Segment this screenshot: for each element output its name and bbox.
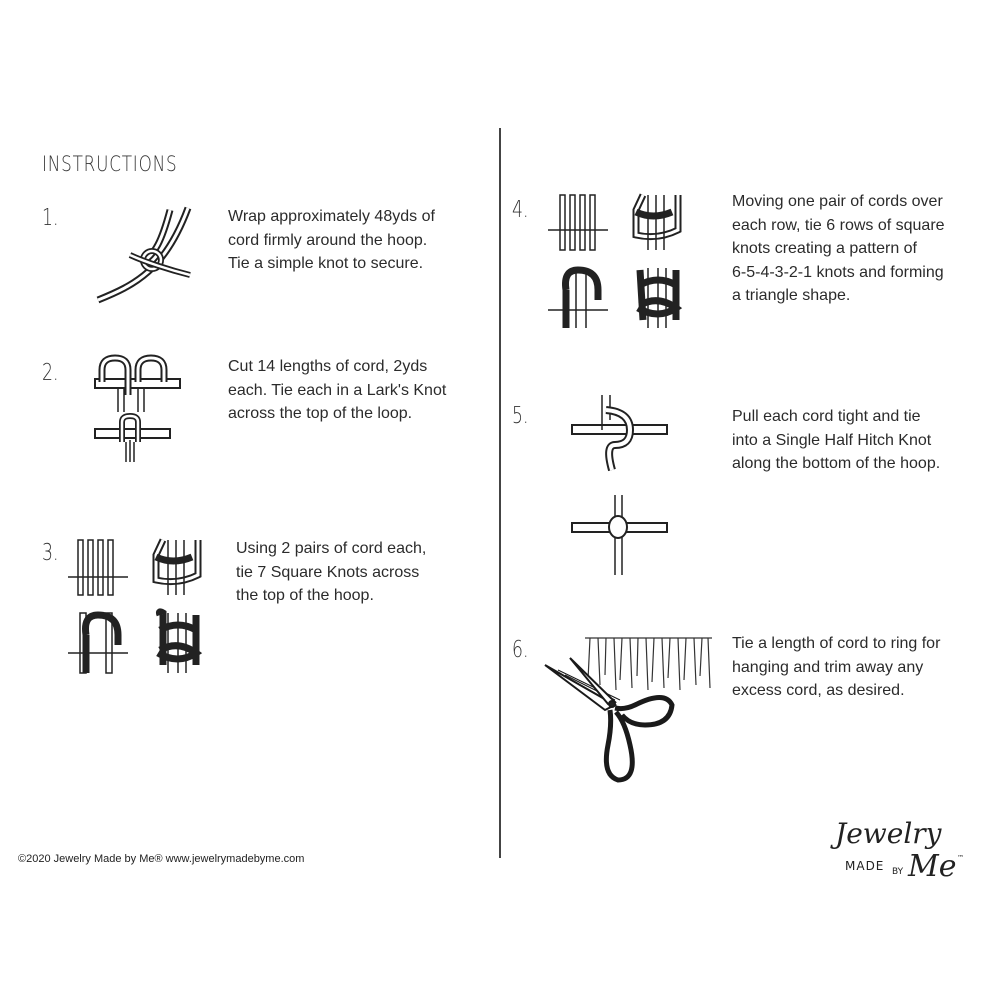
square-knot-illustration <box>68 535 218 675</box>
svg-text:MADE: MADE <box>845 859 885 873</box>
column-divider <box>499 128 501 858</box>
step-6-number: 6. <box>512 637 529 663</box>
step-2-text: Cut 14 lengths of cord, 2yds each. Tie each in a Lark's Knot across the top of the loop. <box>228 358 447 422</box>
step-3-text: Using 2 pairs of cord each, tie 7 Square Knots across the top of the hoop. <box>236 540 427 604</box>
step-2-number: 2. <box>42 360 59 386</box>
step-5-number: 5. <box>512 403 529 429</box>
step-6-text: Tie a length of cord to ring for hanging and trim away any excess cord, as desired. <box>732 635 941 699</box>
step-4-number: 4. <box>512 197 529 223</box>
hoop-wrap-illustration <box>90 200 200 310</box>
jewelry-made-by-me-logo <box>830 808 980 888</box>
svg-text:Jewelry: Jewelry <box>835 817 942 850</box>
larks-knot-illustration <box>90 350 190 470</box>
step-1-text: Wrap approximately 48yds of cord firmly around the hoop. Tie a simple knot to secure. <box>228 208 435 272</box>
step-3-number: 3. <box>42 540 59 566</box>
svg-text:BY: BY <box>892 867 904 877</box>
scissors-trim-illustration <box>540 630 715 785</box>
instructions-heading: INSTRUCTIONS <box>42 152 178 176</box>
triangle-knots-illustration <box>548 190 698 330</box>
half-hitch-illustration <box>570 390 670 580</box>
svg-text:Me: Me <box>908 849 957 884</box>
step-5-text: Pull each cord tight and tie into a Single Half Hitch Knot along the bottom of the hoop. <box>732 408 941 472</box>
step-1-number: 1. <box>42 205 59 231</box>
step-4-text: Moving one pair of cords over each row, tie 6 rows of square knots creating a pattern of 6-5-4-3-2-1 knots and forming a triangle shape. <box>732 193 945 304</box>
copyright-footer: ©2020 Jewelry Made by Me® www.jewelrymadebyme.com <box>18 853 305 865</box>
svg-text:™: ™ <box>957 854 964 862</box>
